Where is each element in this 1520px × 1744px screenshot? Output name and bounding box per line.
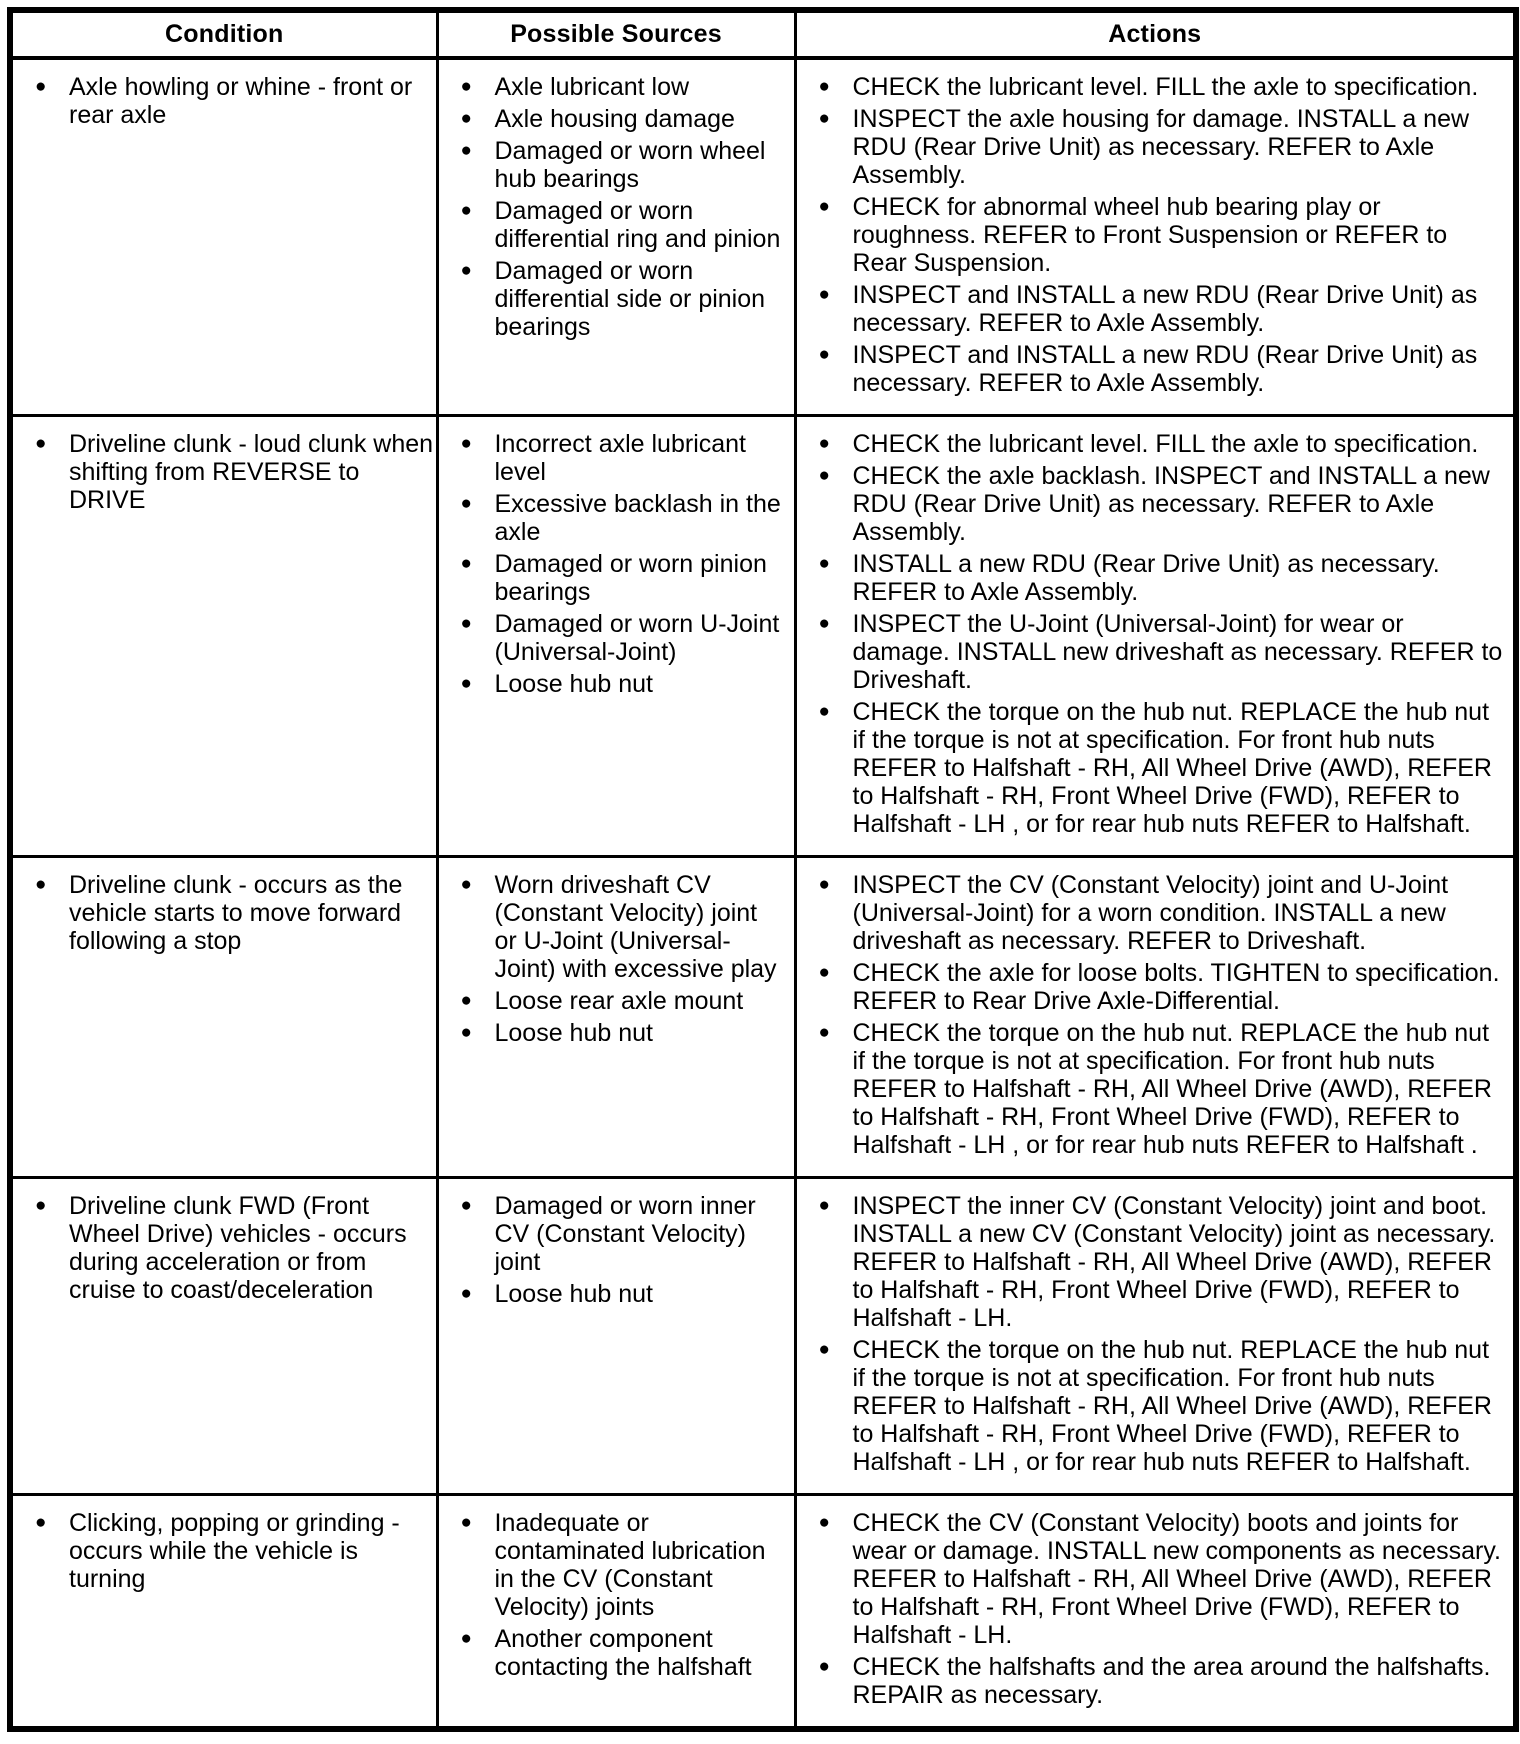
sources-cell xyxy=(437,416,795,857)
bullet-item xyxy=(35,1509,434,1593)
bullet-text: Excessive backlash in the axle xyxy=(494,490,781,546)
bullet-item xyxy=(35,1192,434,1304)
bullet-item xyxy=(460,1509,785,1621)
sources-cell xyxy=(437,1178,795,1495)
bullet-icon: ● xyxy=(35,1512,47,1533)
bullet-item xyxy=(818,281,1503,337)
bullet-text: Driveline clunk - loud clunk when shifting from REVERSE to DRIVE xyxy=(69,430,434,514)
table-body xyxy=(10,58,1516,1729)
document-page xyxy=(7,7,1513,1732)
bullet-text: INSPECT and INSTALL a new RDU (Rear Drive Unit) as necessary. REFER to Axle Assembly. xyxy=(852,281,1478,337)
bullet-text: Loose hub nut xyxy=(494,1280,653,1308)
sources-list xyxy=(439,871,785,1047)
bullet-icon: ● xyxy=(460,613,472,634)
bullet-item xyxy=(460,105,785,133)
bullet-icon: ● xyxy=(818,465,830,486)
column-header-condition: Condition xyxy=(10,10,437,58)
bullet-icon: ● xyxy=(818,874,830,895)
sources-list xyxy=(439,1509,785,1681)
bullet-icon: ● xyxy=(460,493,472,514)
bullet-icon: ● xyxy=(35,1195,47,1216)
actions-cell xyxy=(795,416,1516,857)
bullet-icon: ● xyxy=(460,200,472,221)
bullet-text: Incorrect axle lubricant level xyxy=(494,430,747,486)
bullet-text: Damaged or worn differential ring and pinion xyxy=(494,197,781,253)
bullet-icon: ● xyxy=(35,874,47,895)
bullet-item xyxy=(460,490,785,546)
bullet-item xyxy=(35,871,434,955)
bullet-icon: ● xyxy=(818,1512,830,1533)
bullet-text: Another component contacting the halfshaft xyxy=(494,1625,752,1681)
bullet-item xyxy=(460,1280,785,1308)
bullet-item xyxy=(35,73,434,129)
bullet-icon: ● xyxy=(460,553,472,574)
condition-cell xyxy=(10,58,437,416)
actions-cell xyxy=(795,1495,1516,1730)
bullet-text: Damaged or worn wheel hub bearings xyxy=(494,137,766,193)
bullet-item xyxy=(818,550,1503,606)
bullet-icon: ● xyxy=(460,108,472,129)
bullet-icon: ● xyxy=(818,344,830,365)
bullet-text: Axle housing damage xyxy=(494,105,735,133)
condition-cell xyxy=(10,1495,437,1730)
sources-cell xyxy=(437,857,795,1178)
bullet-icon: ● xyxy=(460,76,472,97)
bullet-icon: ● xyxy=(460,1022,472,1043)
bullet-text: Driveline clunk - occurs as the vehicle starts to move forward following a stop xyxy=(69,871,403,955)
condition-cell xyxy=(10,857,437,1178)
bullet-text: CHECK the torque on the hub nut. REPLACE the hub nut if the torque is not at specification. For front hub nuts REFER to Halfshaft - RH, All Wheel Drive (AWD), REFER to Halfshaft - RH, Front Wheel Drive (FWD), REFER to Halfshaft - LH , or for rear hub nuts REFER to Halfshaft. xyxy=(852,1336,1492,1476)
bullet-text: Worn driveshaft CV (Constant Velocity) joint or U-Joint (Universal-Joint) with excessive play xyxy=(494,871,777,983)
actions-cell xyxy=(795,857,1516,1178)
actions-cell xyxy=(795,1178,1516,1495)
bullet-item xyxy=(818,871,1503,955)
bullet-item xyxy=(818,1019,1503,1159)
bullet-text: Loose hub nut xyxy=(494,670,653,698)
bullet-item xyxy=(460,987,785,1015)
bullet-icon: ● xyxy=(818,108,830,129)
bullet-item xyxy=(818,341,1503,397)
bullet-text: Inadequate or contaminated lubrication in the CV (Constant Velocity) joints xyxy=(494,1509,766,1621)
table-row-clicking-popping xyxy=(10,1495,1516,1730)
bullet-item xyxy=(460,670,785,698)
table-row-clunk-move-forward xyxy=(10,857,1516,1178)
condition-list xyxy=(13,1192,434,1304)
bullet-item xyxy=(460,73,785,101)
bullet-icon: ● xyxy=(818,1339,830,1360)
bullet-icon: ● xyxy=(818,284,830,305)
bullet-icon: ● xyxy=(460,673,472,694)
bullet-text: INSPECT the U-Joint (Universal-Joint) for wear or damage. INSTALL new driveshaft as necessary. REFER to Driveshaft. xyxy=(852,610,1503,694)
bullet-icon: ● xyxy=(818,701,830,722)
bullet-text: Damaged or worn U-Joint (Universal-Joint) xyxy=(494,610,780,666)
bullet-item xyxy=(818,430,1503,458)
bullet-text: CHECK the lubricant level. FILL the axle to specification. xyxy=(852,430,1479,458)
bullet-item xyxy=(460,197,785,253)
sources-cell xyxy=(437,58,795,416)
condition-cell xyxy=(10,416,437,857)
bullet-icon: ● xyxy=(460,990,472,1011)
bullet-icon: ● xyxy=(818,613,830,634)
bullet-item xyxy=(818,698,1503,838)
bullet-text: Clicking, popping or grinding - occurs while the vehicle is turning xyxy=(69,1509,400,1593)
bullet-icon: ● xyxy=(460,1628,472,1649)
table-row-clunk-fwd xyxy=(10,1178,1516,1495)
bullet-icon: ● xyxy=(460,874,472,895)
condition-list xyxy=(13,430,434,514)
bullet-item xyxy=(818,73,1503,101)
sources-list xyxy=(439,1192,785,1308)
sources-cell xyxy=(437,1495,795,1730)
bullet-text: INSPECT the CV (Constant Velocity) joint and U-Joint (Universal-Joint) for a worn condition. INSTALL a new driveshaft as necessary. REFER to Driveshaft. xyxy=(852,871,1449,955)
bullet-text: CHECK the halfshafts and the area around the halfshafts. REPAIR as necessary. xyxy=(852,1653,1491,1709)
bullet-text: CHECK the lubricant level. FILL the axle to specification. xyxy=(852,73,1479,101)
bullet-item xyxy=(818,193,1503,277)
bullet-icon: ● xyxy=(818,1022,830,1043)
bullet-icon: ● xyxy=(460,260,472,281)
bullet-item xyxy=(460,871,785,983)
bullet-text: Driveline clunk FWD (Front Wheel Drive) vehicles - occurs during acceleration or from cruise to coast/deceleration xyxy=(69,1192,407,1304)
bullet-icon: ● xyxy=(818,196,830,217)
bullet-item xyxy=(460,1625,785,1681)
bullet-icon: ● xyxy=(818,962,830,983)
bullet-icon: ● xyxy=(35,433,47,454)
bullet-item xyxy=(818,462,1503,546)
actions-cell xyxy=(795,58,1516,416)
actions-list xyxy=(797,1192,1503,1476)
bullet-text: INSPECT the axle housing for damage. INSTALL a new RDU (Rear Drive Unit) as necessary. REFER to Axle Assembly. xyxy=(852,105,1470,189)
bullet-icon: ● xyxy=(818,553,830,574)
bullet-item xyxy=(460,550,785,606)
bullet-icon: ● xyxy=(460,1283,472,1304)
bullet-icon: ● xyxy=(35,76,47,97)
bullet-text: Damaged or worn differential side or pinion bearings xyxy=(494,257,766,341)
actions-list xyxy=(797,430,1503,838)
bullet-item xyxy=(818,1653,1503,1709)
bullet-item xyxy=(460,257,785,341)
condition-cell xyxy=(10,1178,437,1495)
diagnostic-table xyxy=(7,7,1519,1732)
bullet-text: CHECK the CV (Constant Velocity) boots and joints for wear or damage. INSTALL new components as necessary. REFER to Halfshaft - RH, All Wheel Drive (AWD), REFER to Halfshaft - RH, Front Wheel Drive (FWD), REFER to Halfshaft - LH. xyxy=(852,1509,1501,1649)
bullet-item xyxy=(460,430,785,486)
bullet-icon: ● xyxy=(818,1195,830,1216)
bullet-item xyxy=(460,137,785,193)
bullet-text: CHECK the axle for loose bolts. TIGHTEN to specification. REFER to Rear Drive Axle-Differential. xyxy=(852,959,1500,1015)
column-header-possible-sources: Possible Sources xyxy=(437,10,795,58)
bullet-text: Damaged or worn pinion bearings xyxy=(494,550,767,606)
bullet-icon: ● xyxy=(818,76,830,97)
bullet-text: Axle lubricant low xyxy=(494,73,690,101)
bullet-item xyxy=(818,105,1503,189)
bullet-item xyxy=(460,610,785,666)
bullet-icon: ● xyxy=(460,1195,472,1216)
sources-list xyxy=(439,73,785,341)
sources-list xyxy=(439,430,785,698)
bullet-icon: ● xyxy=(818,433,830,454)
bullet-item xyxy=(460,1019,785,1047)
actions-list xyxy=(797,73,1503,397)
actions-list xyxy=(797,1509,1503,1709)
bullet-icon: ● xyxy=(460,433,472,454)
bullet-item xyxy=(818,1192,1503,1332)
bullet-text: Damaged or worn inner CV (Constant Velocity) joint xyxy=(494,1192,756,1276)
bullet-item xyxy=(818,1509,1503,1649)
bullet-item xyxy=(35,430,434,514)
bullet-item xyxy=(818,959,1503,1015)
bullet-text: CHECK the torque on the hub nut. REPLACE the hub nut if the torque is not at specification. For front hub nuts REFER to Halfshaft - RH, All Wheel Drive (AWD), REFER to Halfshaft - RH, Front Wheel Drive (FWD), REFER to Halfshaft - LH , or for rear hub nuts REFER to Halfshaft . xyxy=(852,1019,1492,1159)
bullet-item xyxy=(818,1336,1503,1476)
bullet-text: Axle howling or whine - front or rear axle xyxy=(69,73,413,129)
table-row-clunk-reverse-drive xyxy=(10,416,1516,857)
bullet-item xyxy=(460,1192,785,1276)
bullet-icon: ● xyxy=(460,1512,472,1533)
bullet-text: Loose rear axle mount xyxy=(494,987,744,1015)
bullet-icon: ● xyxy=(460,140,472,161)
bullet-text: CHECK the torque on the hub nut. REPLACE the hub nut if the torque is not at specification. For front hub nuts REFER to Halfshaft - RH, All Wheel Drive (AWD), REFER to Halfshaft - RH, Front Wheel Drive (FWD), REFER to Halfshaft - LH , or for rear hub nuts REFER to Halfshaft. xyxy=(852,698,1492,838)
header-row xyxy=(10,10,1516,58)
bullet-text: INSPECT and INSTALL a new RDU (Rear Drive Unit) as necessary. REFER to Axle Assembly. xyxy=(852,341,1478,397)
condition-list xyxy=(13,73,434,129)
condition-list xyxy=(13,871,434,955)
bullet-text: INSPECT the inner CV (Constant Velocity) joint and boot. INSTALL a new CV (Constant Velocity) joint as necessary. REFER to Halfshaft - RH, All Wheel Drive (AWD), REFER to Halfshaft - RH, Front Wheel Drive (FWD), REFER to Halfshaft - LH. xyxy=(852,1192,1496,1332)
bullet-text: INSTALL a new RDU (Rear Drive Unit) as necessary. REFER to Axle Assembly. xyxy=(852,550,1440,606)
bullet-text: CHECK for abnormal wheel hub bearing play or roughness. REFER to Front Suspension or REFER to Rear Suspension. xyxy=(852,193,1448,277)
bullet-icon: ● xyxy=(818,1656,830,1677)
table-header xyxy=(10,10,1516,58)
actions-list xyxy=(797,871,1503,1159)
bullet-text: CHECK the axle backlash. INSPECT and INSTALL a new RDU (Rear Drive Unit) as necessary. REFER to Axle Assembly. xyxy=(852,462,1490,546)
table-row-axle-howling xyxy=(10,58,1516,416)
condition-list xyxy=(13,1509,434,1593)
bullet-item xyxy=(818,610,1503,694)
bullet-text: Loose hub nut xyxy=(494,1019,653,1047)
column-header-actions: Actions xyxy=(795,10,1516,58)
